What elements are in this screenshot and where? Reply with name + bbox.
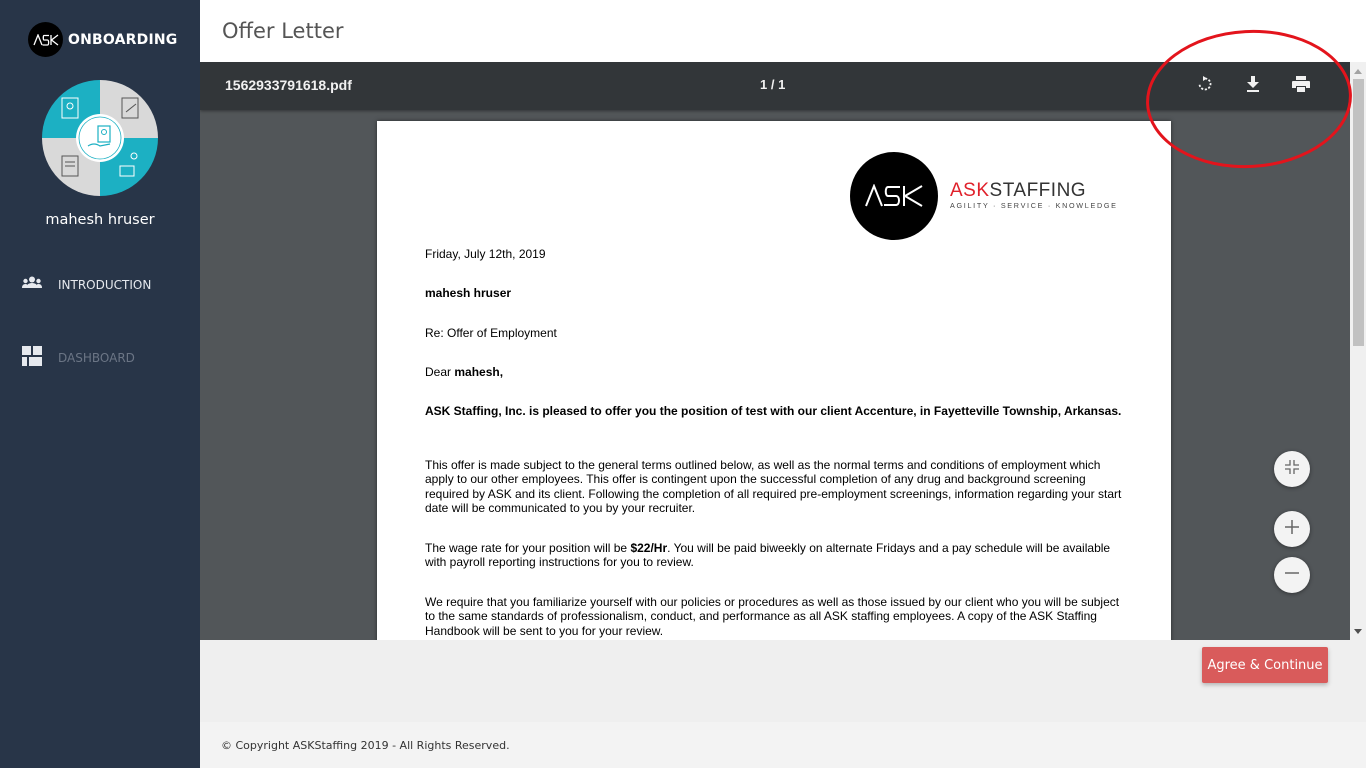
download-icon xyxy=(1246,76,1260,97)
brand-tagline: AGILITY · SERVICE · KNOWLEDGE xyxy=(950,201,1118,210)
zoom-in-button[interactable] xyxy=(1274,511,1310,547)
wage-suffix: . You will be paid biweekly on alternate Fridays and a pay schedule will be available with payroll reporting instructions for you to review. xyxy=(425,541,1111,570)
zoom-out-button[interactable] xyxy=(1274,557,1310,593)
letter-recipient: mahesh hruser xyxy=(425,286,512,300)
copyright-text: © Copyright ASKStaffing 2019 - All Rights Reserved. xyxy=(221,739,510,752)
page-title: Offer Letter xyxy=(222,19,344,43)
letter-subject: Re: Offer of Employment xyxy=(425,326,557,340)
minus-icon xyxy=(1285,566,1299,585)
sidebar-item-dashboard[interactable] xyxy=(22,346,135,369)
scroll-down-arrow-icon[interactable] xyxy=(1350,624,1366,638)
rotate-icon xyxy=(1197,76,1213,97)
letter-logo xyxy=(850,152,1118,240)
users-icon xyxy=(22,276,42,293)
ask-circle-logo-icon xyxy=(850,152,938,240)
sidebar-item-label: INTRODUCTION xyxy=(58,277,152,292)
footer xyxy=(200,722,1366,768)
fit-to-page-button[interactable] xyxy=(1274,451,1310,487)
avatar xyxy=(42,80,158,196)
scroll-thumb[interactable] xyxy=(1353,79,1364,346)
salutation-prefix: Dear xyxy=(425,365,455,379)
pdf-viewer[interactable] xyxy=(200,62,1350,640)
pdf-page xyxy=(377,121,1171,640)
file-name: 1562933791618.pdf xyxy=(225,77,352,93)
salutation-name: mahesh, xyxy=(454,365,504,379)
plus-icon xyxy=(1285,520,1299,539)
print-button[interactable] xyxy=(1289,74,1313,98)
action-bar xyxy=(200,640,1366,722)
sidebar xyxy=(0,0,200,768)
brand-name: ONBOARDING xyxy=(68,31,178,48)
header xyxy=(200,0,1366,62)
letter-wage-paragraph xyxy=(425,541,1125,570)
agree-continue-button[interactable]: Agree & Continue xyxy=(1202,647,1328,683)
letter-terms-paragraph: This offer is made subject to the general terms outlined below, as well as the normal terms and conditions of employment which apply to our other employees. This offer is contingent upon the successful completion of any drug and background screening required by ASK and its client. Following the completion of all required pre-employment screenings, information regarding your start date will be communicated to you by your recruiter. xyxy=(425,458,1122,516)
pdf-toolbar xyxy=(200,62,1350,110)
brand-red-text: ASK xyxy=(950,180,990,201)
letter-salutation xyxy=(425,365,1125,379)
letter-offer-line: ASK Staffing, Inc. is pleased to offer you the position of test with our client Accenture, in Fayetteville Township, Arkansas. xyxy=(425,404,1122,418)
sidebar-item-label: DASHBOARD xyxy=(58,350,135,365)
page-indicator: 1 / 1 xyxy=(760,77,786,92)
brand[interactable] xyxy=(28,22,177,57)
letter-brand xyxy=(950,182,1118,210)
dashboard-icon xyxy=(22,346,42,369)
brand-dark-text: STAFFING xyxy=(989,180,1087,201)
ask-logo-icon xyxy=(28,22,63,57)
fit-to-page-icon xyxy=(1285,460,1299,479)
wage-prefix: The wage rate for your position will be xyxy=(425,541,631,555)
download-button[interactable] xyxy=(1241,74,1265,98)
rotate-button[interactable] xyxy=(1193,74,1217,98)
viewer-scrollbar[interactable] xyxy=(1350,62,1366,640)
sidebar-item-introduction[interactable] xyxy=(22,276,151,293)
letter-date: Friday, July 12th, 2019 xyxy=(425,247,546,261)
print-icon xyxy=(1292,76,1310,97)
letter-policies-paragraph: We require that you familiarize yourself with our policies or procedures as well as those issued by our client who you will be subject to the same standards of professionalism, conduct, and performance as all ASK staffing employees. A copy of the ASK Staffing Handbook will be sent to you for your review. xyxy=(425,595,1120,638)
scroll-up-arrow-icon[interactable] xyxy=(1350,64,1366,78)
user-name: mahesh hruser xyxy=(45,212,155,228)
wage-value: $22/Hr xyxy=(630,541,668,555)
